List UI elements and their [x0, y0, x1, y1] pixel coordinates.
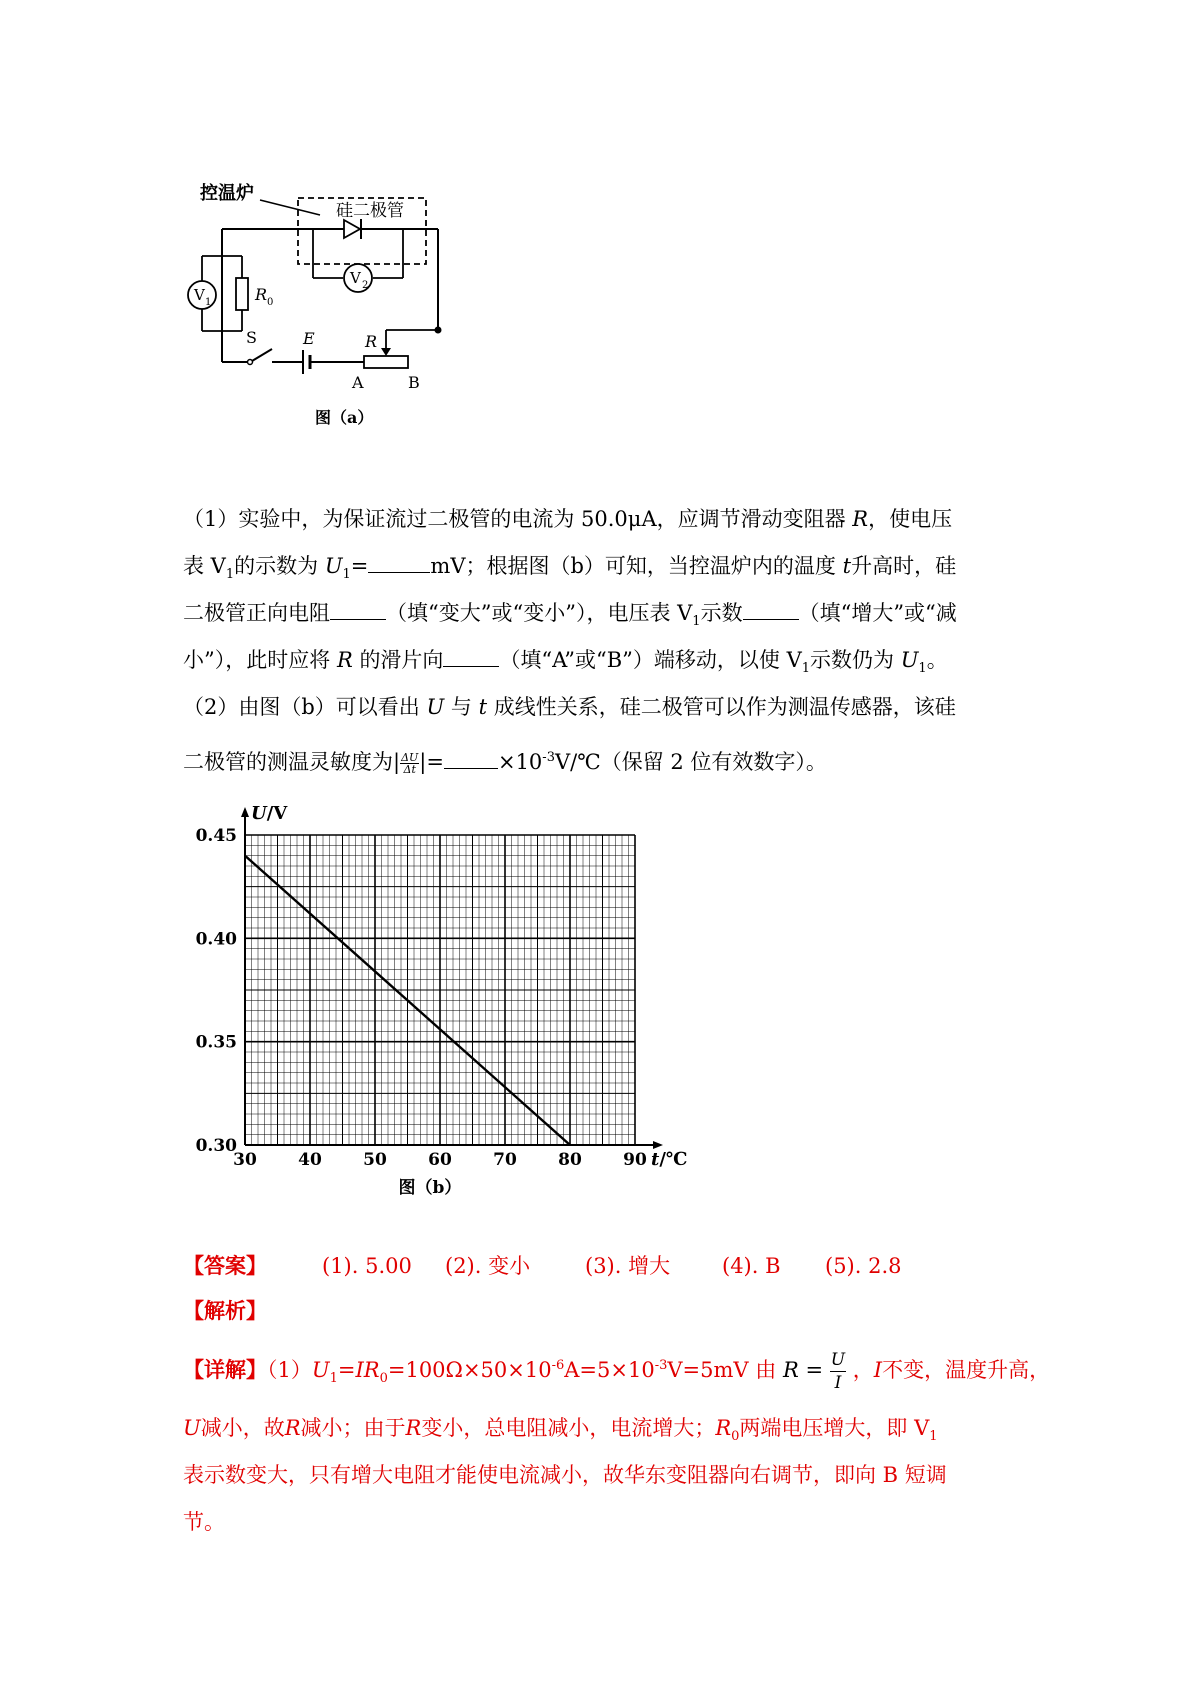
detail-line-1: 【详解】$(1)U_1=IR_0=100\Omega\times 50\times 10^{-6}A=5\times 10^{-3}V=5mV$ 由 R = $\frac{U}{I}$ ，I不变，温度升高，	[183, 1350, 1051, 1393]
chart-axes	[241, 807, 663, 1149]
y-axis-arrow	[241, 807, 249, 817]
detail-line-3: 表示数变大，只有增大电阻才能使电流减小，故华东变阻器向右调节，即向 B 短调	[183, 1463, 947, 1487]
end-a-label: A	[352, 373, 364, 392]
x-tick-label: 50	[363, 1150, 387, 1170]
switch-blade	[252, 349, 272, 361]
q1-line-3: 二极管正向电阻 （填“变大”或“变小”），电压表 $V_1$示数 （填“增大”或“减	[183, 601, 957, 630]
svg-text:2: 2	[362, 280, 369, 291]
y-tick-label: 0.30	[195, 1136, 237, 1156]
y-axis-label: U/V	[251, 803, 288, 824]
x-tick-label: 90	[623, 1150, 647, 1170]
resistor-r0	[236, 278, 248, 310]
emf-label: E	[303, 329, 315, 348]
x-tick-label: 80	[558, 1150, 582, 1170]
answer-blank-4	[443, 666, 499, 667]
q2-line-2: 二极管的测温灵敏度为| $\frac{\Delta U}{\Delta t}$ |= $\times 10^{-3}V/℃$（保留 2 位有效数字）。	[183, 750, 827, 776]
x-tick-label: 70	[493, 1150, 517, 1170]
y-tick-label: 0.45	[195, 826, 237, 846]
x-axis-label: t/℃	[651, 1149, 688, 1170]
switch-label: S	[246, 328, 257, 347]
chart-figure-b	[190, 800, 690, 1230]
q1-line-1: （1）实验中，为保证流过二极管的电流为 50.0μA，应调节滑动变阻器 R，使电压	[183, 507, 953, 531]
rheostat-label: R	[365, 332, 378, 351]
y-tick-label: 0.40	[195, 929, 237, 950]
circuit-figure-a	[194, 180, 510, 430]
answer-blank-2	[330, 619, 386, 620]
junction-dot	[435, 327, 442, 334]
furnace-label: 控温炉	[200, 183, 254, 204]
diode-label: 硅二极管	[336, 201, 404, 221]
answer-item-3: (3). 增大	[585, 1254, 671, 1278]
figure-a-caption: 图（a）	[315, 408, 374, 427]
figure-b-caption: 图（b）	[398, 1178, 462, 1198]
answer-blank-1	[368, 572, 430, 573]
svg-text:0: 0	[267, 297, 274, 308]
x-tick-label: 30	[233, 1150, 257, 1170]
sensitivity-fraction: $\frac{\Delta U}{\Delta t}$	[401, 751, 419, 776]
answer-line	[183, 1252, 267, 1280]
answer-item-5: (5). 2.8	[825, 1254, 902, 1278]
detail-line-2: U减小，故R减小；由于R变小，总电阻减小，电流增大；$R_0$两端电压增大，即 $V_1$	[183, 1416, 938, 1445]
q1-line-4: 小”），此时应将 R 的滑片向 （填“A”或“B”）端移动，以使 $V_1$示数仍为 $U_1$。	[183, 648, 948, 677]
svg-text:V: V	[194, 286, 205, 304]
x-tick-label: 40	[298, 1150, 322, 1170]
rheostat-r	[364, 356, 408, 368]
furnace-pointer-line	[260, 200, 320, 215]
answer-item-2: (2). 变小	[445, 1254, 531, 1278]
answer-blank-5	[444, 768, 498, 769]
answer-blank-3	[743, 619, 799, 620]
diode-symbol	[344, 220, 360, 238]
y-tick-label: 0.35	[195, 1032, 237, 1053]
svg-text:R: R	[255, 285, 268, 304]
svg-text:1: 1	[205, 297, 212, 308]
answer-item-4: (4). B	[722, 1254, 781, 1278]
end-b-label: B	[408, 373, 420, 392]
answer-item-1: (1). 5.00	[322, 1254, 412, 1278]
chart-grid	[245, 835, 635, 1145]
ohm-law-formula: R = $\frac{U}{I}$	[782, 1350, 846, 1393]
svg-text:V: V	[350, 269, 361, 287]
analysis-label: 【解析】	[183, 1298, 267, 1323]
q1-line-2: 表 $V_1$的示数为 $U_1=$ mV；根据图（b）可知，当控温炉内的温度 t升高时，硅	[183, 554, 957, 583]
q2-line-1: （2）由图（b）可以看出 U 与 t 成线性关系，硅二极管可以作为测温传感器，该硅	[183, 695, 956, 719]
detail-line-4: 节。	[183, 1510, 225, 1534]
x-axis-arrow	[653, 1141, 663, 1149]
x-tick-label: 60	[428, 1150, 452, 1170]
answer-label: 【答案】	[183, 1253, 267, 1278]
